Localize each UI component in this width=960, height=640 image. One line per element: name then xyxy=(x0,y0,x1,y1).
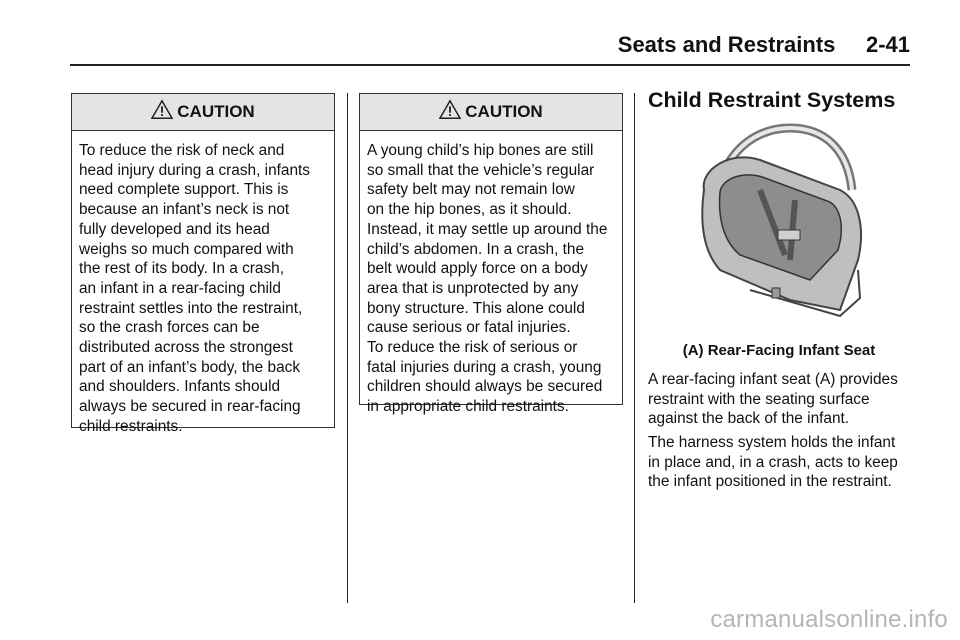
section-title: Child Restraint Systems xyxy=(648,88,896,112)
text-line: To reduce the risk of serious or xyxy=(367,339,578,357)
text-line: so small that the vehicle’s regular xyxy=(367,161,595,179)
text-line: cause serious or fatal injuries. xyxy=(367,319,571,337)
text-line: head injury during a crash, infants xyxy=(79,161,310,179)
text-line: restraint with the seating surface xyxy=(648,390,870,408)
text-line: child’s abdomen. In a crash, the xyxy=(367,240,585,258)
warning-triangle-icon xyxy=(151,99,173,126)
text-line: A young child’s hip bones are still xyxy=(367,142,594,159)
text-line: need complete support. This is xyxy=(79,181,289,199)
caution-box-neck-injury xyxy=(71,93,335,435)
text-line: the infant positioned in the restraint. xyxy=(648,473,892,491)
watermark: carmanualsonline.info xyxy=(710,606,948,633)
text-line: in appropriate child restraints. xyxy=(367,398,569,416)
text-line: A rear-facing infant seat (A) provides xyxy=(648,371,898,388)
column-divider xyxy=(634,93,635,603)
page-header xyxy=(70,30,910,66)
caution-text xyxy=(360,131,622,427)
caution-box-hip-bones xyxy=(359,93,623,416)
text-line: and shoulders. Infants should xyxy=(79,378,281,396)
text-line: so the crash forces can be xyxy=(79,319,260,337)
text-line: on the hip bones, as it should. xyxy=(367,201,572,219)
paragraph-harness xyxy=(648,433,918,492)
text-line: fully developed and its head xyxy=(79,220,270,238)
text-line: Instead, it may settle up around the xyxy=(367,220,608,238)
text-line: children should always be secured xyxy=(367,378,603,396)
caution-header xyxy=(72,94,334,131)
text-line: against the back of the infant. xyxy=(648,410,850,428)
caution-label: CAUTION xyxy=(465,102,543,121)
caution-header xyxy=(360,94,622,131)
text-line: in place and, in a crash, acts to keep xyxy=(648,453,898,471)
text-line: distributed across the strongest xyxy=(79,339,293,357)
text-line: To reduce the risk of neck and xyxy=(79,142,285,159)
text-line: child restraints. xyxy=(79,417,183,435)
text-line: fatal injuries during a crash, young xyxy=(367,358,602,376)
text-line: weighs so much compared with xyxy=(79,240,294,258)
warning-triangle-icon xyxy=(439,99,461,126)
text-line: restraint settles into the restraint, xyxy=(79,299,303,317)
text-line: The harness system holds the infant xyxy=(648,434,896,451)
text-line: safety belt may not remain low xyxy=(367,181,575,199)
header-title: Seats and Restraints 2-41 xyxy=(617,32,910,57)
caution-text xyxy=(72,131,334,447)
text-line: part of an infant’s body, the back xyxy=(79,358,301,376)
text-line: area that is unprotected by any xyxy=(367,279,579,297)
paragraph-infant-seat xyxy=(648,370,918,429)
caution-label: CAUTION xyxy=(177,102,255,121)
column-divider xyxy=(347,93,348,603)
text-line: because an infant’s neck is not xyxy=(79,201,290,219)
text-line: an infant in a rear-facing child xyxy=(79,279,281,297)
text-line: bony structure. This alone could xyxy=(367,299,585,317)
text-line: the rest of its body. In a crash, xyxy=(79,260,285,278)
text-line: belt would apply force on a body xyxy=(367,260,588,278)
text-line: always be secured in rear-facing xyxy=(79,398,301,416)
figure-caption: (A) Rear-Facing Infant Seat xyxy=(682,342,876,359)
infant-seat-illustration xyxy=(690,120,870,320)
